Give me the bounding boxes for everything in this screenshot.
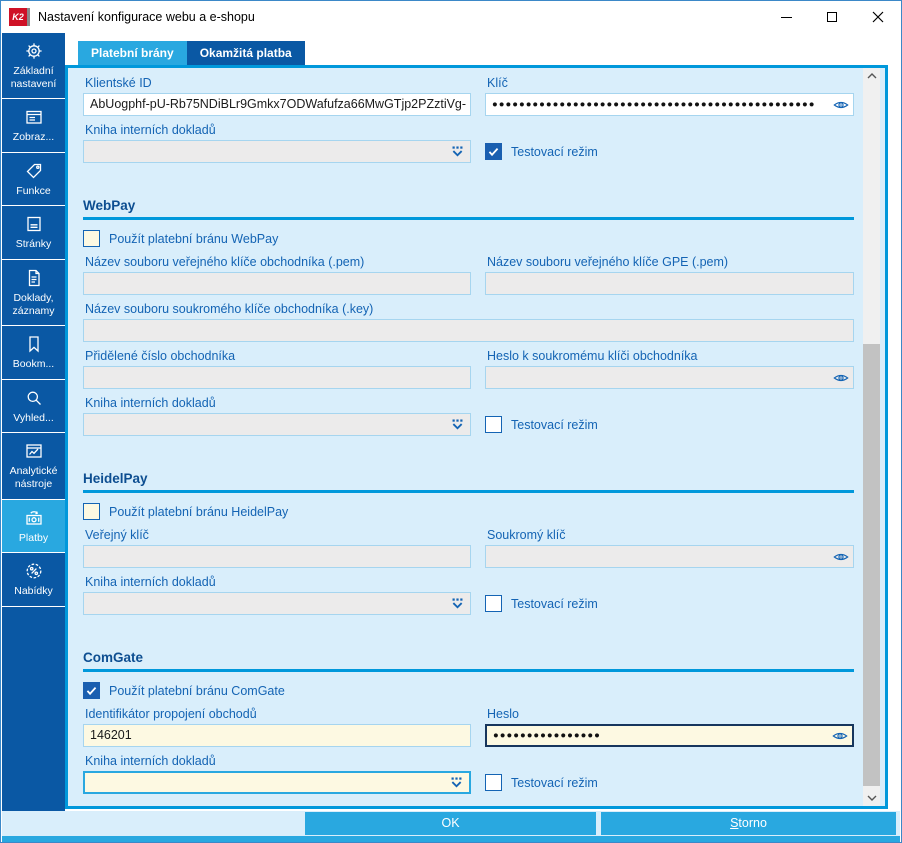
dropdown-select-icon[interactable] [450,598,465,610]
analytics-icon [24,440,44,462]
heidelpay-test-mode-checkbox[interactable] [485,595,502,612]
sidebar-item-nabidky[interactable]: Nabídky [2,553,65,607]
heidelpay-internal-book-dropdown[interactable] [83,592,471,615]
sidebar-item-funkce[interactable]: Funkce [2,153,65,207]
maximize-icon [827,12,837,22]
webpay-heading: WebPay [83,198,136,213]
use-webpay-label: Použít platební bránu WebPay [109,231,279,246]
gear-icon [24,40,44,62]
use-heidelpay-label: Použít platební bránu HeidelPay [109,504,289,519]
client-id-input[interactable]: AbUogphf-pU-Rb75NDiBLr9Gmkx7ODWafufza66MwGTjp2PZztiVg- [83,93,471,116]
cancel-button[interactable]: Storno [601,812,896,835]
heidelpay-public-key-input[interactable] [83,545,471,568]
dropdown-select-icon[interactable] [450,146,465,158]
key-label: Klíč [487,76,508,90]
webpay-section: WebPay Použít platební bránu WebPay Název souboru veřejného klíče obchodníka (.pem) Název souboru veřejného klíče GPE (.pem) Název souboru soukromého klíče obchodníka (.key) Přidělené číslo obchodníka Heslo k soukromému klíči obchodníka Kniha interních dokladů Testovací režim [83,197,854,436]
heidelpay-heading: HeidelPay [83,471,148,486]
payments-icon [24,507,44,529]
use-comgate-label: Použít platební bránu ComGate [109,683,285,698]
minimize-icon [781,17,792,18]
window-title: Nastavení konfigurace webu a e-shopu [38,10,255,24]
sidebar-item-platby[interactable]: Platby [2,500,65,554]
scroll-down-button[interactable] [863,790,880,806]
window-bottom-accent [2,836,900,842]
comgate-internal-book-field: Kniha interních dokladů [83,754,471,794]
dropdown-select-icon[interactable] [450,419,465,431]
bookmark-icon [24,333,44,355]
dialog-footer [2,811,900,836]
key-password-input[interactable]: ●●●●●●●●●●●●●●●●●●●●●●●●●●●●●●●●●●●●●●●●●●●●●●●● [485,93,854,116]
internal-book-dropdown[interactable] [83,140,471,163]
internal-book-label: Kniha interních dokladů [85,123,216,137]
minimize-button[interactable] [763,1,809,33]
webpay-private-key-merchant-input[interactable] [83,319,854,342]
reveal-password-icon[interactable] [833,551,849,563]
client-id-label: Klientské ID [85,76,152,90]
tab-page-platebni-brany [65,65,888,809]
dropdown-select-icon[interactable] [449,777,464,789]
heidelpay-private-key-field: Soukromý klíč [485,528,854,568]
reveal-password-icon[interactable] [832,730,848,742]
sidebar [2,33,65,811]
maximize-button[interactable] [809,1,855,33]
k2-logo-icon: K2 [9,8,30,26]
webpay-merchant-number-field: Přidělené číslo obchodníka [83,349,471,389]
title-bar [1,1,901,33]
close-icon [872,11,884,23]
use-webpay-checkbox[interactable] [83,230,100,247]
webpay-internal-book-dropdown[interactable] [83,413,471,436]
comgate-password-field: Heslo ●●●●●●●●●●●●●●●● [485,707,854,747]
tab-platebni-brany[interactable]: Platební brány [78,41,187,65]
sidebar-item-analyticke-nastroje[interactable]: Analytické nástroje [2,433,65,499]
scrollbar-thumb[interactable] [863,344,880,786]
comgate-section: ComGate Použít platební bránu ComGate Identifikátor propojení obchodů 146201 Heslo ●●●●●●●●●●●●●●●● Kniha interních dokladů Testovací režim [83,649,854,794]
vertical-scrollbar[interactable] [863,68,880,806]
tab-okamzita-platba[interactable]: Okamžitá platba [187,41,305,65]
section-divider [83,490,854,493]
sidebar-item-zakladni-nastaveni[interactable]: Základní nastavení [2,33,65,99]
webpay-public-key-gpe-field: Název souboru veřejného klíče GPE (.pem) [485,255,854,295]
tag-icon [24,160,44,182]
scroll-up-button[interactable] [863,68,880,84]
heidelpay-private-key-input[interactable] [485,545,854,568]
key-field [485,76,854,116]
heidelpay-public-key-field: Veřejný klíč [83,528,471,568]
chevron-up-icon [867,73,877,79]
internal-book-field [83,123,471,163]
heidelpay-section: HeidelPay Použít platební bránu HeidelPay Veřejný klíč Soukromý klíč Kniha interních dokladů Testovací režim [83,470,854,615]
use-comgate-checkbox[interactable] [83,682,100,699]
webpay-private-key-merchant-field: Název souboru soukromého klíče obchodníka (.key) [83,302,854,342]
webpay-merchant-number-input[interactable] [83,366,471,389]
webpay-private-key-password-field: Heslo k soukromému klíči obchodníka [485,349,854,389]
webpay-test-mode-checkbox[interactable] [485,416,502,433]
comgate-internal-book-dropdown[interactable] [83,771,471,794]
comgate-password-input[interactable]: ●●●●●●●●●●●●●●●● [485,724,854,747]
test-mode-checkbox[interactable] [485,143,502,160]
display-icon [24,106,44,128]
search-icon [24,387,44,409]
reveal-password-icon[interactable] [833,372,849,384]
webpay-public-key-merchant-field: Název souboru veřejného klíče obchodníka (.pem) [83,255,471,295]
webpay-public-key-gpe-input[interactable] [485,272,854,295]
comgate-heading: ComGate [83,650,144,665]
sidebar-item-vyhledavani[interactable]: Vyhled... [2,380,65,434]
webpay-private-key-password-input[interactable] [485,366,854,389]
reveal-password-icon[interactable] [833,99,849,111]
test-mode-label: Testovací režim [511,144,598,159]
comgate-test-mode-checkbox[interactable] [485,774,502,791]
sidebar-item-bookmarky[interactable]: Bookm... [2,326,65,380]
client-id-field [83,76,471,116]
comgate-shop-link-id-field: Identifikátor propojení obchodů 146201 [83,707,471,747]
close-button[interactable] [855,1,901,33]
section-divider [83,669,854,672]
section-divider [83,217,854,220]
percent-badge-icon [24,560,44,582]
webpay-public-key-merchant-input[interactable] [83,272,471,295]
chevron-down-icon [867,795,877,801]
ok-button[interactable]: OK [305,812,596,835]
document-icon [24,267,44,289]
heidelpay-internal-book-field: Kniha interních dokladů [83,575,471,615]
sidebar-item-doklady-zaznamy[interactable]: Doklady, záznamy [2,260,65,326]
tab-bar [78,41,305,65]
sidebar-item-stranky[interactable]: Stránky [2,206,65,260]
pages-icon [24,213,44,235]
sidebar-item-zobrazeni[interactable]: Zobraz... [2,99,65,153]
comgate-shop-link-id-input[interactable]: 146201 [83,724,471,747]
use-heidelpay-checkbox[interactable] [83,503,100,520]
webpay-internal-book-field: Kniha interních dokladů [83,396,471,436]
